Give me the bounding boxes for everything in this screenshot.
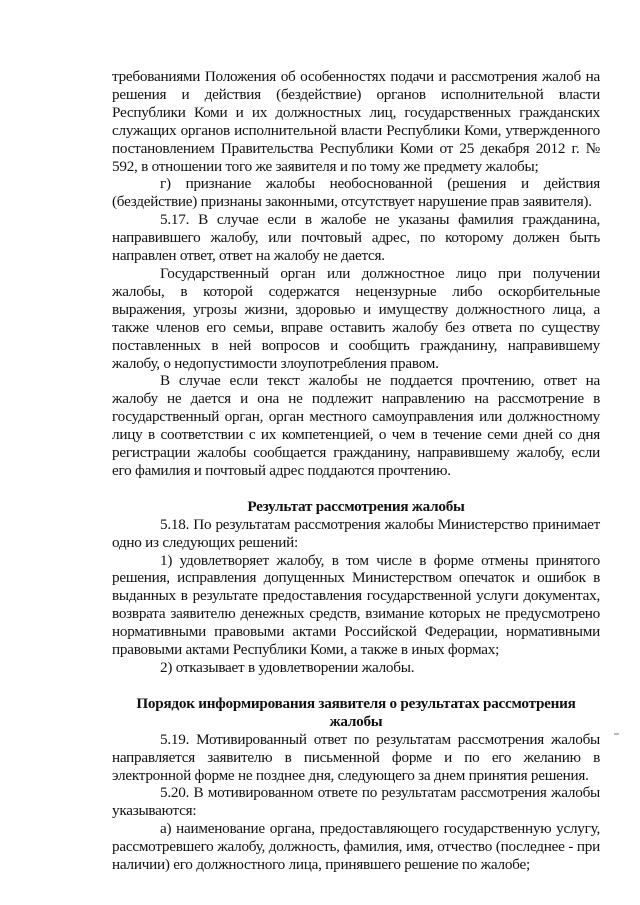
paragraph-p7: 1) удовлетворяет жалобу, в том числе в форме отмены принятого решения, исправления допущенных Министерством опечаток и ошибок в выданных в результате предоставления государственной услуги документах, возврата заявителю денежных средств, взимание которых не предусмотрено нормативными правовыми актами Российской Федерации, нормативными правовыми актами Республики Коми, а также в иных формах; (112, 551, 600, 659)
paragraph-p4: Государственный орган или должностное лицо при получении жалобы, в которой содержатся нецензурные либо оскорбительные выражения, угрозы жизни, здоровью и имуществу должностного лица, а также членов его семьи, вправе оставить жалобу без ответа по существу поставленных в ней вопросов и сообщить гражданину, направившему жалобу, о недопустимости злоупотребления правом. (112, 264, 600, 372)
heading-result: Результат рассмотрения жалобы (247, 497, 465, 515)
heading-info-line1: Порядок информирования заявителя о результатах рассмотрения (136, 694, 576, 712)
scan-margin-mark (614, 733, 619, 735)
paragraph-p10: 5.20. В мотивированном ответе по результатам рассмотрения жалобы указываются: (112, 784, 600, 820)
section-result (112, 516, 600, 677)
paragraph-p3: 5.17. В случае если в жалобе не указаны фамилия гражданина, направившего жалобу, или почтовый адрес, по которому должен быть направлен ответ, ответ на жалобу не дается. (112, 211, 600, 265)
section-info (112, 731, 600, 874)
paragraph-p2: г) признание жалобы необоснованной (решения и действия (бездействие) признаны законными, отсутствует нарушение прав заявителя). (112, 175, 600, 211)
document-page (112, 68, 600, 874)
paragraph-p11: а) наименование органа, предоставляющего государственную услугу, рассмотревшего жалобу, должность, фамилия, имя, отчество (последнее - при наличии) его должностного лица, принявшего решение по жалобе; (112, 820, 600, 874)
paragraph-p1: требованиями Положения об особенностях подачи и рассмотрения жалоб на решения и действия (бездействие) органов исполнительной власти Республики Коми и их должностных лиц, государственных гражданских служащих органов исполнительной власти Республики Коми, утвержденного постановлением Правительства Республики Коми от 25 декабря 2012 г. № 592, в отношении того же заявителя и по тому же предмету жалобы; (112, 68, 600, 175)
heading-info (112, 695, 600, 731)
paragraph-p9: 5.19. Мотивированный ответ по результатам рассмотрения жалобы направляется заявителю в письменной форме и по его желанию в электронной форме не позднее дня, следующего за днем принятия решения. (112, 730, 600, 784)
paragraph-p6: 5.18. По результатам рассмотрения жалобы Министерство принимает одно из следующих решений: (112, 515, 600, 551)
section-top (112, 68, 600, 480)
paragraph-p5: В случае если текст жалобы не поддается прочтению, ответ на жалобу не дается и она не подлежит направлению на рассмотрение в государственный орган, орган местного самоуправления или должностному лицу в соответствии с их компетенцией, о чем в течение семи дней со дня регистрации жалобы сообщается гражданину, направившему жалобу, если его фамилия и почтовый адрес поддаются прочтению. (112, 372, 600, 479)
paragraph-p8: 2) отказывает в удовлетворении жалобы. (160, 659, 415, 676)
heading-info-line2: жалобы (329, 712, 383, 730)
